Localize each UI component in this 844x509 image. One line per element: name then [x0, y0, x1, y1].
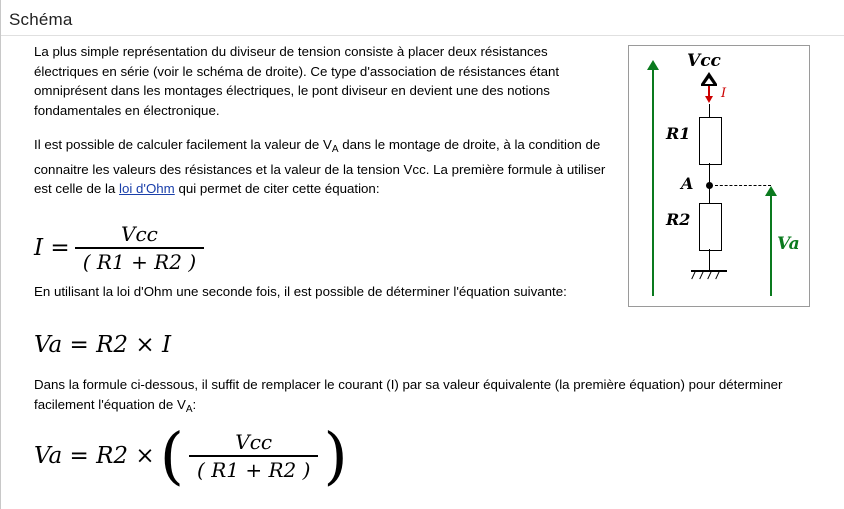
paragraph-substitution	[34, 375, 824, 419]
formula-current	[34, 222, 204, 274]
schematic-r2-label: R2	[666, 210, 691, 229]
supply-rail-line	[652, 68, 654, 296]
paren-close: )	[323, 419, 348, 493]
page-title: Schéma	[9, 10, 73, 29]
schematic-diagram	[628, 45, 810, 307]
wire-node-to-va	[715, 185, 771, 186]
schematic-current-label: I	[721, 86, 727, 101]
paragraph-ohm	[34, 135, 614, 199]
formula-current-lead: I =	[34, 234, 70, 261]
formula-va	[34, 332, 171, 358]
paragraph-substitution-text-1: Dans la formule ci-dessous, il suffit de remplacer le courant (I) par sa valeur équivalente (la première équation) pour déterminer facilement l'équation de	[34, 377, 783, 412]
formula-current-numerator: Vcc	[121, 222, 158, 246]
supply-rail-arrowhead	[647, 60, 659, 70]
schematic-node-a-label: A	[681, 174, 694, 193]
paragraph-ohm-text-3: qui permet de citer cette équation:	[174, 181, 380, 196]
paragraph-substitution-text-2: :	[192, 396, 197, 412]
ground-hatch-1	[691, 271, 696, 280]
formula-va-full-lead: Va = R2 ×	[34, 442, 155, 469]
wire-node-to-r2	[709, 186, 711, 203]
current-arrowhead	[705, 96, 713, 103]
variable-va-subscript-2: A	[185, 403, 193, 415]
paragraph-intro-text: La plus simple représentation du diviseur de tension consiste à placer deux résistances électriques en série (voir le schéma de droite). Ce type d'association de résistances étant omniprésent dans les montages électriques, le pont diviseur en devient une des notions fondamentales en électronique.	[34, 44, 560, 118]
formula-va-text: Va = R2 × I	[34, 332, 172, 358]
schematic-r1-label: R1	[666, 124, 691, 143]
resistor-r1	[699, 117, 722, 165]
formula-current-fraction	[75, 222, 204, 274]
link-loi-dohm[interactable]: loi d'Ohm	[119, 181, 175, 196]
wire-source-to-r1	[709, 104, 711, 117]
paren-open: (	[159, 419, 184, 493]
paragraph-ohm-text-1: Il est possible de calculer facilement la valeur de	[34, 137, 323, 152]
ground-hatch-2	[699, 271, 704, 280]
va-rail-arrowhead	[765, 186, 777, 196]
va-rail-line	[770, 194, 772, 296]
paragraph-second-ohm-text: En utilisant la loi d'Ohm une seconde fois, il est possible de déterminer l'équation suivante:	[34, 284, 567, 299]
formula-va-full	[34, 419, 348, 493]
paragraph-second-ohm	[34, 282, 604, 302]
paragraph-ohm-text-2: dans le montage de droite, à la condition de connaitre les valeurs des résistances et la valeur de la tension Vcc. La première formule à utiliser est celle de la	[34, 137, 606, 196]
wire-r2-to-ground	[709, 249, 711, 271]
schematic-vcc-top-label: Vcc	[687, 51, 721, 71]
formula-va-full-numerator: Vcc	[235, 430, 273, 454]
resistor-r2	[699, 203, 722, 251]
schematic-va-label: Va	[777, 234, 800, 254]
ground-hatch-4	[715, 271, 720, 280]
ground-hatch-3	[707, 271, 712, 280]
formula-va-full-fraction	[189, 430, 318, 482]
variable-va-inline-2: V	[177, 396, 186, 412]
paragraph-intro	[34, 42, 614, 120]
formula-current-denominator: ( R1 + R2 )	[82, 249, 197, 274]
title-divider	[1, 35, 844, 36]
formula-va-full-denominator: ( R1 + R2 )	[197, 457, 311, 482]
variable-va-inline: V	[323, 137, 332, 152]
variable-va-subscript: A	[331, 144, 339, 155]
